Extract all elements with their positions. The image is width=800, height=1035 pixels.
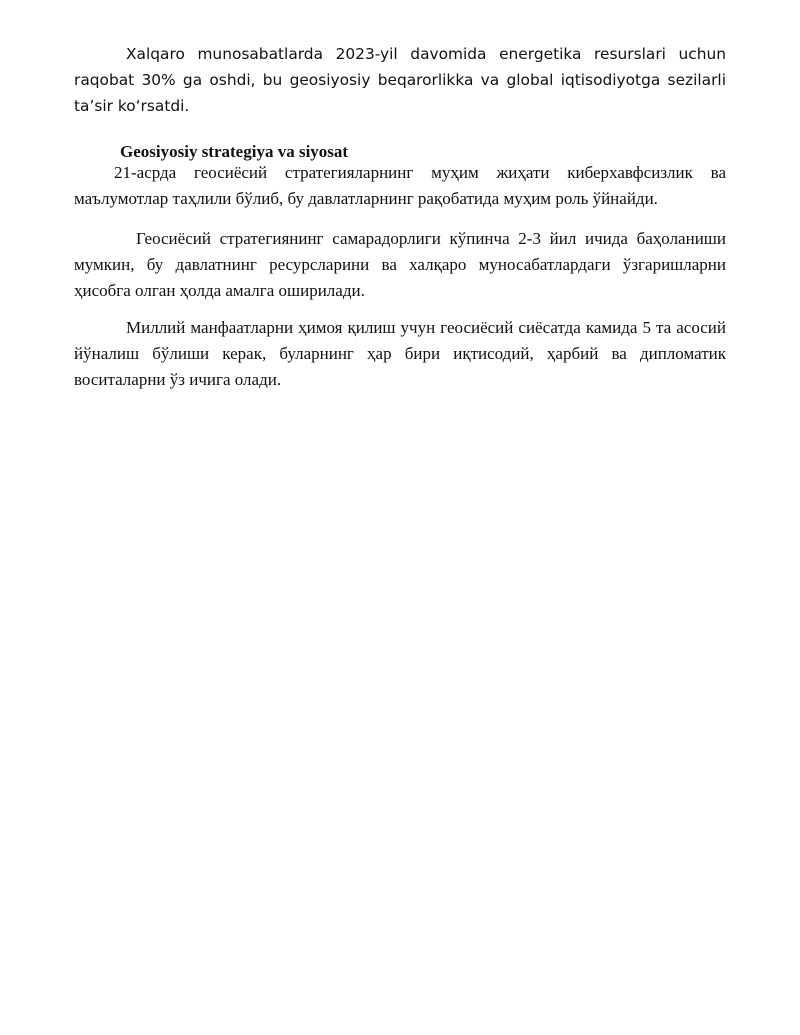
paragraph-national-interests: Миллий манфаатларни ҳимоя қилиш учун геосиёсий сиёсатда камида 5 та асосий йўналиш бўлиши керак, буларнинг ҳар бири иқтисодий, ҳарбий ва дипломатик воситаларни ўз ичига олади. xyxy=(74,318,726,389)
paragraph-strategy-effectiveness: Геосиёсий стратегиянинг самарадорлиги кўпинча 2-3 йил ичида баҳоланиши мумкин, бу давлатнинг ресурсларини ва халқаро муносабатлардаги ўзгаришларни ҳисобга олган ҳолда амалга оширилади. xyxy=(74,229,726,300)
paragraph-cybersecurity: 21-асрда геосиёсий стратегияларнинг муҳим жиҳати киберхавфсизлик ва маълумотлар таҳлили бўлиб, бу давлатларнинг рақобатида муҳим роль ўйнайди. xyxy=(74,163,726,208)
paragraph-energy-competition: Xalqaro munosabatlarda 2023-yil davomida energetika resurslari uchun raqobat 30% ga oshdi, bu geosiyosiy beqarorlikka va global iqtisodiyotga sezilarli taʼsir koʻrsatdi. xyxy=(74,45,726,115)
section-heading: Geosiyosiy strategiya va siyosat xyxy=(120,142,349,161)
